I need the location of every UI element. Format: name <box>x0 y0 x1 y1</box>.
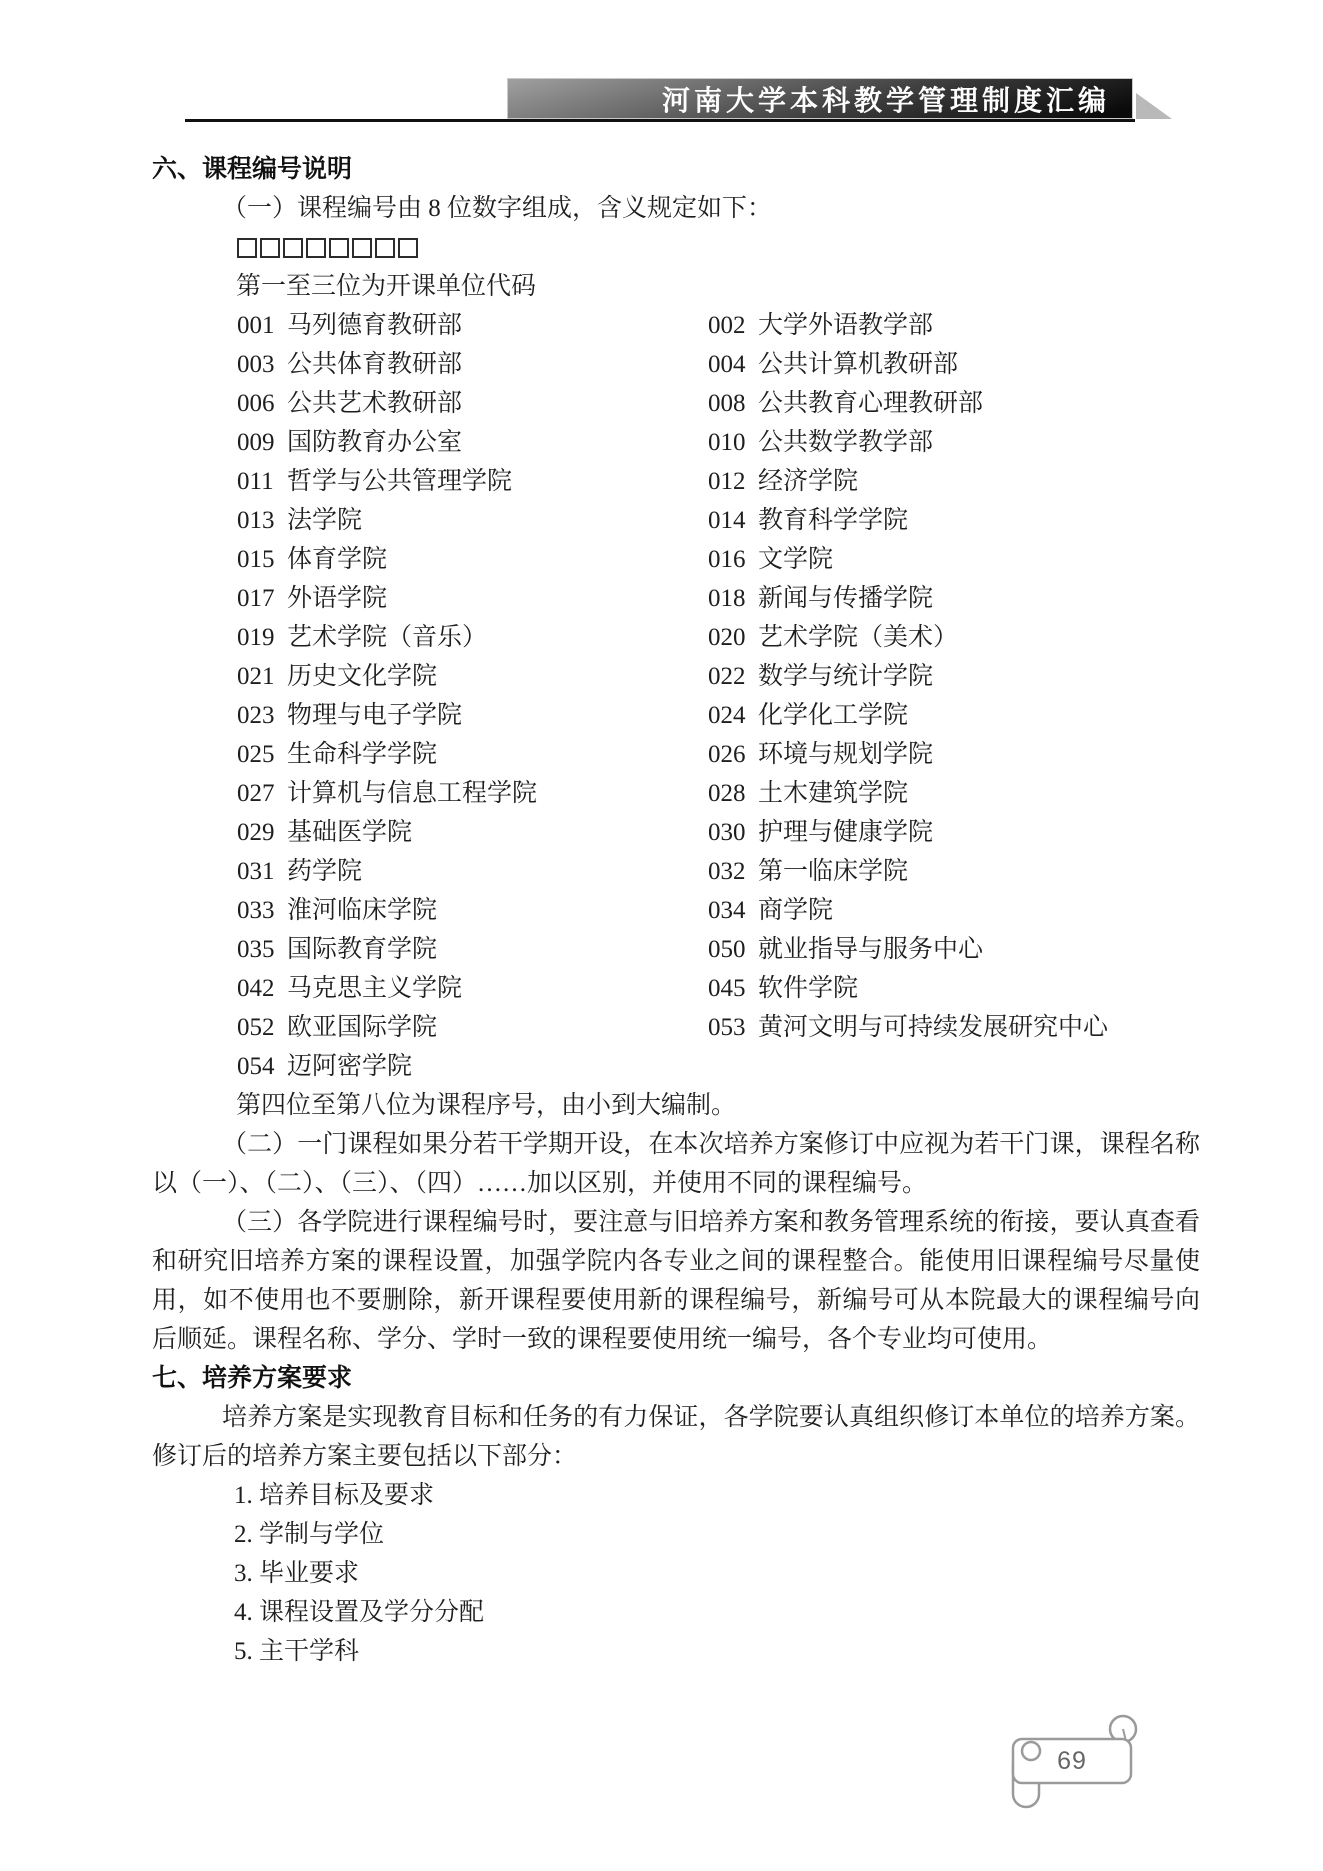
digit-box <box>329 238 349 258</box>
dept-name: 马列德育教研部 <box>287 312 463 339</box>
dept-name: 第一临床学院 <box>758 858 909 885</box>
dept-name: 历史文化学院 <box>287 663 438 690</box>
dept-code: 015 <box>237 546 275 573</box>
page-content <box>152 150 1200 1671</box>
dept-code-entry <box>237 735 708 774</box>
dept-code-entry <box>237 930 708 969</box>
dept-code: 019 <box>237 624 275 651</box>
dept-code-entry <box>708 891 1200 930</box>
dept-code-entry <box>237 618 708 657</box>
dept-code: 021 <box>237 663 275 690</box>
header-rule-line <box>185 119 1135 122</box>
dept-code-entry <box>237 501 708 540</box>
dept-code-entry <box>237 657 708 696</box>
dept-name: 公共体育教研部 <box>287 351 463 378</box>
dept-code: 024 <box>708 702 746 729</box>
dept-code-entry <box>237 1008 708 1047</box>
dept-name: 化学化工学院 <box>758 702 909 729</box>
dept-code: 010 <box>708 429 746 456</box>
dept-code: 031 <box>237 858 275 885</box>
dept-name: 欧亚国际学院 <box>287 1014 438 1041</box>
dept-name: 教育科学学院 <box>758 507 909 534</box>
dept-code: 050 <box>708 936 746 963</box>
dept-code: 014 <box>708 507 746 534</box>
digit-box <box>375 238 395 258</box>
dept-name: 环境与规划学院 <box>758 741 934 768</box>
banner-arrow-icon <box>1136 93 1172 119</box>
dept-name: 外语学院 <box>287 585 388 612</box>
dept-code-entry <box>708 735 1200 774</box>
dept-code: 011 <box>237 468 274 495</box>
list-item: 3. 毕业要求 <box>234 1560 360 1587</box>
section6-intro: （一）课程编号由 8 位数字组成，含义规定如下： <box>222 195 773 222</box>
dept-name: 药学院 <box>287 858 363 885</box>
dept-code-entry <box>708 774 1200 813</box>
list-item: 2. 学制与学位 <box>234 1521 385 1548</box>
dept-code-entry <box>237 540 708 579</box>
dept-code-entry <box>708 930 1200 969</box>
dept-code-entry <box>708 501 1200 540</box>
dept-code: 023 <box>237 702 275 729</box>
list-item: 1. 培养目标及要求 <box>234 1482 435 1509</box>
dept-name: 法学院 <box>287 507 363 534</box>
dept-code: 003 <box>237 351 275 378</box>
dept-code: 009 <box>237 429 275 456</box>
section7-para1: 培养方案是实现教育目标和任务的有力保证，各学院要认真组织修订本单位的培养方案。修订后的培养方案主要包括以下部分： <box>152 1404 1200 1470</box>
dept-code: 042 <box>237 975 275 1002</box>
digit-box <box>260 238 280 258</box>
dept-code: 017 <box>237 585 275 612</box>
dept-name: 护理与健康学院 <box>758 819 934 846</box>
dept-code: 053 <box>708 1014 746 1041</box>
dept-code: 004 <box>708 351 746 378</box>
dept-name: 商学院 <box>758 897 834 924</box>
dept-code-entry <box>237 774 708 813</box>
dept-name: 软件学院 <box>758 975 859 1002</box>
digit-box <box>283 238 303 258</box>
dept-name: 大学外语教学部 <box>758 312 934 339</box>
dept-name: 计算机与信息工程学院 <box>287 780 538 807</box>
dept-code: 001 <box>237 312 275 339</box>
dept-code: 029 <box>237 819 275 846</box>
dept-name: 基础医学院 <box>287 819 413 846</box>
dept-code-entry <box>708 618 1200 657</box>
dept-name: 国际教育学院 <box>287 936 438 963</box>
training-plan-parts-list <box>234 1476 1200 1671</box>
dept-name: 土木建筑学院 <box>758 780 909 807</box>
boxes-caption: 第一至三位为开课单位代码 <box>236 273 537 300</box>
dept-code: 054 <box>237 1053 275 1080</box>
list-item: 4. 课程设置及学分分配 <box>234 1599 485 1626</box>
dept-code: 028 <box>708 780 746 807</box>
dept-name: 经济学院 <box>758 468 859 495</box>
dept-code-entry <box>708 852 1200 891</box>
dept-name: 艺术学院（美术） <box>758 624 959 651</box>
dept-name: 体育学院 <box>287 546 388 573</box>
digits-note: 第四位至第八位为课程序号，由小到大编制。 <box>236 1092 737 1119</box>
dept-name: 公共艺术教研部 <box>287 390 463 417</box>
dept-name: 生命科学学院 <box>287 741 438 768</box>
section6-heading: 六、课程编号说明 <box>152 155 353 183</box>
dept-code-entry <box>708 969 1200 1008</box>
dept-code: 034 <box>708 897 746 924</box>
dept-code-entry <box>708 696 1200 735</box>
dept-name: 马克思主义学院 <box>287 975 463 1002</box>
dept-code-entry <box>708 384 1200 423</box>
dept-code: 012 <box>708 468 746 495</box>
dept-code-entry <box>708 423 1200 462</box>
digit-box <box>352 238 372 258</box>
dept-code: 008 <box>708 390 746 417</box>
dept-name: 公共计算机教研部 <box>758 351 959 378</box>
department-code-list <box>237 306 1200 1086</box>
dept-name: 迈阿密学院 <box>287 1053 413 1080</box>
digit-box <box>306 238 326 258</box>
dept-name: 文学院 <box>758 546 834 573</box>
digit-box <box>398 238 418 258</box>
dept-code-entry <box>237 384 708 423</box>
dept-code-entry <box>237 423 708 462</box>
dept-name: 哲学与公共管理学院 <box>287 468 513 495</box>
document-title: 河南大学本科教学管理制度汇编 <box>661 85 1110 117</box>
dept-code-entry <box>708 540 1200 579</box>
dept-name: 淮河临床学院 <box>287 897 438 924</box>
dept-name: 国防教育办公室 <box>287 429 463 456</box>
dept-code: 013 <box>237 507 275 534</box>
dept-code: 033 <box>237 897 275 924</box>
dept-code-entry <box>237 462 708 501</box>
dept-code-entry <box>237 345 708 384</box>
dept-code-entry <box>708 306 1200 345</box>
dept-code: 052 <box>237 1014 275 1041</box>
page-number: 69 <box>1057 1747 1087 1775</box>
dept-code: 035 <box>237 936 275 963</box>
dept-code: 018 <box>708 585 746 612</box>
dept-name: 新闻与传播学院 <box>758 585 934 612</box>
dept-code: 022 <box>708 663 746 690</box>
dept-code-entry <box>237 1047 708 1086</box>
dept-code-entry <box>708 657 1200 696</box>
page-header-banner <box>507 78 1133 119</box>
dept-code-entry <box>237 306 708 345</box>
list-item: 5. 主干学科 <box>234 1638 360 1665</box>
dept-name: 物理与电子学院 <box>287 702 463 729</box>
dept-code: 030 <box>708 819 746 846</box>
dept-code-entry <box>708 1008 1200 1047</box>
dept-code: 002 <box>708 312 746 339</box>
dept-code: 006 <box>237 390 275 417</box>
dept-code-entry <box>708 813 1200 852</box>
section7-heading: 七、培养方案要求 <box>152 1364 353 1392</box>
dept-name: 公共教育心理教研部 <box>758 390 984 417</box>
dept-name: 数学与统计学院 <box>758 663 934 690</box>
dept-code-entry <box>237 813 708 852</box>
section6-para3: （三）各学院进行课程编号时，要注意与旧培养方案和教务管理系统的衔接，要认真查看和研究旧培养方案的课程设置，加强学院内各专业之间的课程整合。能使用旧课程编号尽量使用，如不使用也不要删除，新开课程要使用新的课程编号，新编号可从本院最大的课程编号向后顺延。课程名称、学分、学时一致的课程要使用统一编号，各个专业均可使用。 <box>152 1209 1200 1353</box>
dept-code-entry <box>237 696 708 735</box>
dept-code-entry <box>708 462 1200 501</box>
dept-code-entry <box>708 579 1200 618</box>
dept-name: 黄河文明与可持续发展研究中心 <box>758 1014 1109 1041</box>
dept-code-entry <box>708 345 1200 384</box>
dept-code: 020 <box>708 624 746 651</box>
dept-code: 026 <box>708 741 746 768</box>
dept-code-entry <box>237 579 708 618</box>
dept-code-entry <box>237 852 708 891</box>
dept-code: 025 <box>237 741 275 768</box>
dept-code-entry <box>237 969 708 1008</box>
dept-code: 027 <box>237 780 275 807</box>
dept-name: 艺术学院（音乐） <box>287 624 488 651</box>
dept-name: 公共数学教学部 <box>758 429 934 456</box>
dept-code-entry <box>237 891 708 930</box>
dept-name: 就业指导与服务中心 <box>758 936 984 963</box>
course-code-digit-boxes <box>237 228 1200 267</box>
dept-code: 032 <box>708 858 746 885</box>
dept-code: 016 <box>708 546 746 573</box>
digit-box <box>237 238 257 258</box>
section6-para2: （二）一门课程如果分若干学期开设，在本次培养方案修订中应视为若干门课，课程名称以（一）、（二）、（三）、（四）……加以区别，并使用不同的课程编号。 <box>152 1131 1200 1197</box>
dept-code: 045 <box>708 975 746 1002</box>
